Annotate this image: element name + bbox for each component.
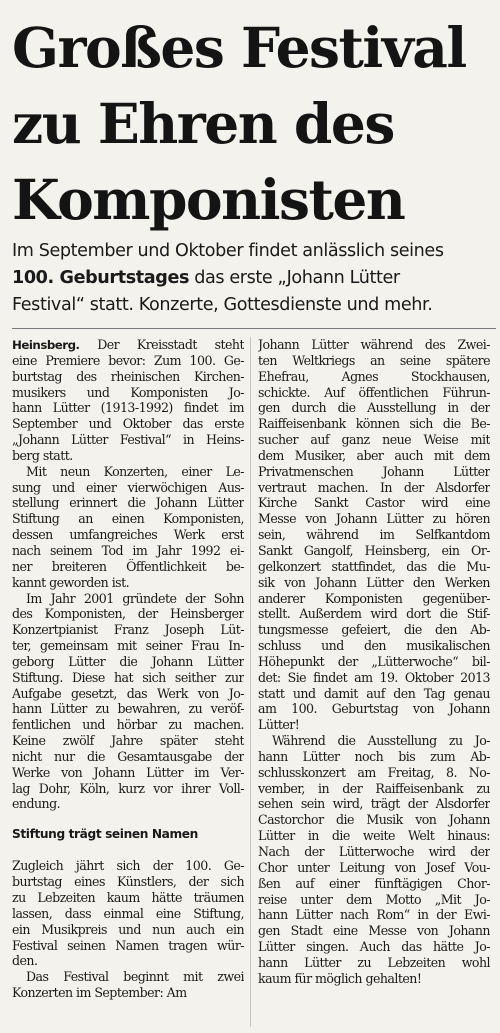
- body-line: den.: [12, 953, 38, 969]
- headline-line: Großes Festival: [12, 15, 466, 80]
- body-line: sehen sein wird, trägt der Alsdorfer: [258, 796, 490, 812]
- body-line: dessen umfangreiches Werk erst: [12, 527, 244, 543]
- body-line: det: Sie findet am 19. Oktober 2013: [258, 669, 490, 685]
- dateline: Heinsberg.: [12, 338, 80, 352]
- body-line: Aufgabe gesetzt, das Werk von Jo-: [12, 685, 244, 701]
- lead-line: Festival“ statt. Konzerte, Gottesdienste und mehr.: [12, 295, 433, 315]
- body-line: Johann Lütter während des Zwei-: [258, 337, 490, 352]
- body-line: lassen, dass einmal eine Stiftung,: [12, 905, 244, 921]
- body-line: Festival seinen Namen tragen wür-: [12, 937, 244, 953]
- body-line: stellt. Außerdem wird dort die Stif-: [258, 606, 490, 622]
- body-line: fentlichen und hörbar zu machen.: [12, 717, 244, 733]
- body-line: zu Lebzeiten kaum hätte träumen: [12, 890, 244, 905]
- body-line: Castorchor die Musik von Johann: [258, 812, 490, 828]
- lead-paragraph: [12, 238, 496, 319]
- body-line: hann Lütter zu Lebzeiten wohl: [258, 954, 490, 970]
- body-line: vertraut machen. In der Alsdorfer: [258, 479, 490, 495]
- body-line: Höhepunkt der „Lütterwoche“ bil-: [258, 653, 490, 669]
- body-line: gen Stadt eine Messe von Johann: [258, 923, 490, 939]
- body-line: kaum für möglich gehalten!: [258, 970, 422, 986]
- body-line: sein, während im Selfkantdom: [258, 527, 490, 543]
- body-line: Mit neun Konzerten, einer Le-: [26, 463, 244, 479]
- body-line: anderer Komponisten gegenüber-: [258, 590, 490, 606]
- column-divider: [250, 337, 251, 1027]
- body-line: ein Musikpreis und nun auch ein: [12, 921, 244, 937]
- body-line: Lütter singen. Auch das hätte Jo-: [258, 939, 490, 955]
- body-line: hann Lütter nach Rom“ in der Ewi-: [258, 907, 490, 923]
- body-text: Der Kreisstadt steht: [79, 337, 244, 352]
- body-line: lag Dohr, Köln, kurz vor ihrer Voll-: [12, 780, 244, 796]
- body-line: statt und damit auf den Tag genau: [258, 685, 490, 701]
- body-line: [12, 337, 244, 353]
- body-line: ten Weltkriegs an seine spätere: [258, 352, 490, 368]
- body-line: endung.: [12, 796, 61, 812]
- body-line: reise unter dem Motto „Mit Jo-: [258, 891, 490, 907]
- body-line: Während die Ausstellung zu Jo-: [272, 733, 490, 749]
- body-line: Im Jahr 2001 gründete der Sohn: [26, 590, 244, 606]
- body-line: Kirche Sankt Castor wird eine: [258, 495, 490, 511]
- body-line: gelkonzert stattfindet, das die Mu-: [258, 558, 490, 574]
- body-line: „Johann Lütter Festival“ in Heins-: [12, 432, 244, 448]
- body-line: sung und einer vierwöchigen Aus-: [12, 479, 244, 495]
- body-line: sucher auf ganz neue Weise mit: [258, 432, 490, 448]
- body-line: ner breiteren Öffentlichkeit be-: [12, 558, 244, 574]
- headline: [12, 10, 492, 238]
- body-line: Messe von Johann Lütter zu hören: [258, 511, 490, 527]
- body-line: Das Festival beginnt mit zwei: [26, 969, 244, 985]
- body-line: nach seinem Tod im Jahr 1992 ei-: [12, 542, 244, 558]
- body-line: dem Musiker, aber auch mit dem: [258, 447, 490, 463]
- body-line: hann Lütter noch bis zum Ab-: [258, 748, 490, 764]
- article-column-left: [12, 337, 244, 1001]
- body-line: Chor unter Leitung von Josef Vou-: [258, 859, 490, 875]
- body-line: Ehefrau, Agnes Stockhausen,: [258, 368, 490, 384]
- body-line: Lütter in die weite Welt hinaus:: [258, 828, 490, 844]
- column-body: [12, 353, 244, 812]
- body-line: hann Lütter zu bewahren, zu veröf-: [12, 701, 244, 717]
- body-line: Raiffeisenbank können sich die Be-: [258, 416, 490, 432]
- body-line: burtstag eines Künstlers, der sich: [12, 874, 244, 890]
- body-line: Keine zwölf Jahre später steht: [12, 733, 244, 749]
- body-line: eine Premiere bevor: Zum 100. Ge-: [12, 352, 244, 368]
- column-body: [12, 858, 244, 1001]
- body-line: sik von Johann Lütter den Werken: [258, 574, 490, 590]
- body-line: schickte. Auf öffentlichen Führun-: [258, 384, 490, 400]
- body-line: Sankt Gangolf, Heinsberg, ein Or-: [258, 542, 490, 558]
- body-line: stellung erinnert die Johann Lütter: [12, 495, 244, 511]
- subheading: Stiftung trägt seinen Namen: [12, 827, 198, 842]
- body-line: Werke von Johann Lütter im Ver-: [12, 764, 244, 780]
- body-line: ßen auf einer fünftägigen Chor-: [258, 875, 490, 891]
- body-line: nicht nur die Gesamtausgabe der: [12, 748, 244, 764]
- body-line: Zugleich jährt sich der 100. Ge-: [12, 858, 244, 874]
- column-body: [258, 337, 490, 987]
- body-line: vember, in der Raiffeisenbank zu: [258, 780, 490, 796]
- body-line: gen durch die Ausstellung in der: [258, 400, 490, 416]
- headline-line: zu Ehren des: [12, 91, 394, 156]
- body-line: Stiftung. Diese hat sich seither zur: [12, 669, 244, 685]
- body-line: burtstag des rheinischen Kirchen-: [12, 368, 244, 384]
- body-line: ter, gemeinsam mit seiner Frau In-: [12, 638, 244, 654]
- body-line: Privatmenschen Johann Lütter: [258, 463, 490, 479]
- body-line: kannt geworden ist.: [12, 574, 130, 590]
- lead-text: das erste „Johann Lütter: [189, 268, 400, 288]
- headline-line: Komponisten: [12, 167, 405, 232]
- body-line: hann Lütter (1913-1992) findet im: [12, 400, 244, 416]
- lead-emphasis: 100. Geburtstages: [12, 268, 190, 288]
- lead-line: Im September und Oktober findet anlässlich seines: [12, 241, 444, 261]
- body-line: Nach der Lütterwoche wird der: [258, 844, 490, 859]
- body-line: tungsmesse gefeiert, die den Ab-: [258, 622, 490, 638]
- body-line: geborg Lütter die Johann Lütter: [12, 653, 244, 669]
- body-line: September und Oktober das erste: [12, 416, 244, 432]
- body-line: Konzerten im September: Am: [12, 985, 187, 1001]
- body-line: Stiftung an einen Komponisten,: [12, 511, 244, 527]
- body-line: am 100. Geburtstag von Johann: [258, 701, 490, 717]
- body-line: berg statt.: [12, 447, 73, 463]
- body-line: musikers und Komponisten Jo-: [12, 384, 244, 400]
- body-line: Konzertpianist Franz Joseph Lüt-: [12, 622, 244, 638]
- lead-line: [12, 265, 496, 292]
- body-line: des Komponisten, der Heinsberger: [12, 606, 244, 622]
- lead-divider: [12, 328, 496, 329]
- body-line: schlusskonzert am Freitag, 8. No-: [258, 764, 490, 780]
- body-line: schluss und den musikalischen: [258, 638, 490, 654]
- article-column-right: [258, 337, 490, 987]
- body-line: Lütter!: [258, 717, 300, 733]
